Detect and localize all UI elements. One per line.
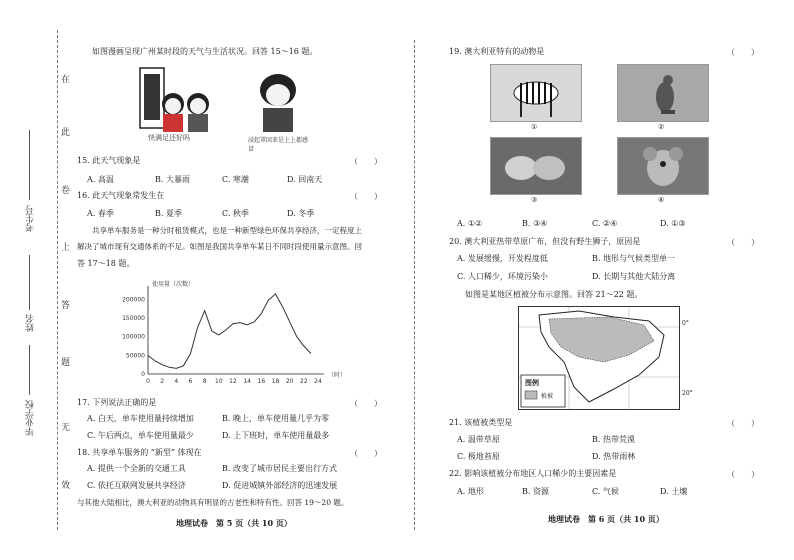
x-tick-label: 20	[285, 378, 294, 385]
q17-option-d: D. 上下班时，单车使用量最多	[222, 431, 330, 440]
q17-stem: 17. 下列说法正确的是	[77, 398, 157, 407]
field-line	[29, 345, 30, 395]
binding-margin	[0, 0, 75, 560]
intro-19-20: 与其他大陆相比，澳大利亚的动物具有明显的古老性和特有性。回答 19～20 题。	[77, 498, 349, 507]
map-lat-bottom: 20°	[682, 390, 693, 397]
cartoon-caption-1: 快满足还好吗	[148, 134, 190, 142]
binding-dash-line	[57, 30, 58, 530]
q15-option-b: B. 大暴雨	[155, 175, 190, 184]
x-axis-label: （时）	[328, 372, 347, 379]
seal-char: 此	[61, 128, 71, 138]
x-tick-label: 6	[188, 378, 193, 385]
q20-option-b: B. 地形与气候类型单一	[592, 254, 675, 263]
q18-option-c: C. 依托互联网发展共享经济	[87, 481, 186, 490]
q18-option-d: D. 促进城镇外部经济的迅速发展	[222, 481, 338, 490]
q20-stem: 20. 澳大利亚热带草原广布，但没有野生狮子，原因是	[449, 237, 641, 246]
cartoon-image-1	[138, 66, 220, 142]
x-tick-label: 16	[257, 378, 266, 385]
x-tick-label: 18	[271, 378, 280, 385]
seal-char: 在	[61, 75, 71, 85]
field-line	[29, 255, 30, 310]
q16-option-c: C. 秋季	[222, 209, 249, 218]
photo-label-1: ①	[531, 123, 538, 131]
answer-paren: （ ）	[727, 48, 759, 57]
q21-option-c: C. 极地苔原	[457, 452, 500, 461]
y-axis-label: 使用量（次数）	[152, 281, 195, 288]
q18-option-a: A. 提供一个全新的交通工具	[87, 464, 186, 473]
q20-option-d: D. 长期与其他大陆分离	[592, 272, 676, 281]
q20-option-a: A. 发展缓慢，开发程度低	[457, 254, 548, 263]
q21-option-a: A. 温带草原	[457, 435, 500, 444]
q17-option-b: B. 晚上，单车使用量几乎为零	[222, 414, 329, 423]
cartoon-image-2	[248, 70, 309, 153]
q19-option-c: C. ②④	[592, 219, 618, 228]
seal-char: 卷	[61, 186, 71, 196]
q18-option-b: B. 改变了城市居民主要出行方式	[222, 464, 337, 473]
intro-17-18-line2: 解决了城市现有交通体系的不足。如图是我国共享单车某日不同时段使用量示意图。回	[77, 242, 362, 251]
seal-char: 无	[61, 423, 71, 433]
photo-label-2: ②	[658, 123, 665, 131]
answer-paren: （ ）	[350, 192, 382, 201]
intro-17-18-line1: 共享单车服务是一种分时租赁模式，也是一种新型绿色环保共享经济，一定程度上	[92, 226, 362, 235]
q17-option-a: A. 白天，单车使用量持续增加	[87, 414, 194, 423]
seal-char: 答	[61, 301, 71, 311]
map-legend-item: 植被	[541, 393, 554, 400]
y-tick-label: 0	[141, 371, 145, 378]
x-tick-label: 12	[229, 378, 237, 385]
q18-stem: 18. 共享单车服务的 “新型” 体现在	[77, 448, 202, 457]
q21-option-d: D. 热带雨林	[592, 452, 636, 461]
photo-label-4: ④	[658, 196, 665, 204]
map-legend-title: 图例	[525, 378, 539, 387]
q19-stem: 19. 澳大利亚特有的动物是	[449, 47, 545, 56]
field-line	[29, 130, 30, 200]
field-label-exam-number: 考生号	[26, 205, 36, 232]
seal-char: 上	[61, 243, 71, 253]
q16-option-a: A. 春季	[87, 209, 114, 218]
bike-usage-chart	[104, 276, 347, 392]
x-tick-label: 0	[146, 378, 150, 385]
q22-stem: 22. 影响该植被分布地区人口稀少的主要因素是	[449, 469, 617, 478]
x-tick-label: 24	[314, 378, 322, 385]
y-tick-label: 50000	[125, 352, 145, 360]
field-label-school: 毕业学校	[26, 400, 36, 436]
photo-kangaroo	[617, 64, 709, 122]
answer-paren: （ ）	[350, 449, 382, 458]
y-tick-label: 100000	[122, 333, 145, 341]
q16-stem: 16. 此天气现象常发生在	[77, 191, 165, 200]
q19-option-a: A. ①②	[457, 219, 483, 228]
q17-option-c: C. 午后两点，单车使用量最少	[87, 431, 194, 440]
q15-option-d: D. 回南天	[287, 175, 323, 184]
q22-option-a: A. 地形	[457, 487, 484, 496]
q15-option-c: C. 寒潮	[222, 175, 249, 184]
x-tick-label: 22	[300, 378, 308, 385]
intro-15-16: 如图漫画呈现广州某时段的天气与生活状况。回答 15～16 题。	[92, 47, 318, 56]
q19-option-b: B. ③④	[522, 219, 548, 228]
page-footer-right: 地理试卷 第 6 页（共 10 页）	[548, 514, 664, 524]
photo-label-3: ③	[531, 196, 538, 204]
photo-sheep	[490, 137, 582, 195]
photo-koala	[617, 137, 709, 195]
q21-stem: 21. 该植被类型是	[449, 418, 513, 427]
x-tick-label: 2	[160, 378, 165, 385]
q16-option-b: B. 夏季	[155, 209, 182, 218]
q15-stem: 15. 此天气现象是	[77, 156, 141, 165]
answer-paren: （ ）	[350, 399, 382, 408]
answer-paren: （ ）	[727, 419, 759, 428]
photo-zebra	[490, 64, 582, 122]
field-label-name: 姓名	[26, 314, 36, 332]
q22-option-c: C. 气候	[592, 487, 619, 496]
page-divider	[414, 40, 415, 530]
intro-17-18-line3: 答 17～18 题。	[77, 259, 135, 268]
x-tick-label: 4	[174, 378, 179, 385]
q15-option-a: A. 高温	[87, 175, 114, 184]
q22-option-d: D. 土壤	[660, 487, 688, 496]
intro-21-22: 如图是某地区植被分布示意图。回答 21～22 题。	[465, 290, 643, 299]
seal-char: 效	[61, 481, 71, 491]
x-tick-label: 10	[215, 378, 223, 385]
q20-option-c: C. 人口稀少，环境污染小	[457, 272, 548, 281]
y-tick-label: 150000	[122, 315, 145, 323]
x-tick-label: 8	[202, 378, 207, 385]
q21-option-b: B. 热带荒漠	[592, 435, 635, 444]
q22-option-b: B. 资源	[522, 487, 549, 496]
answer-paren: （ ）	[727, 238, 759, 247]
q16-option-d: D. 冬季	[287, 209, 315, 218]
answer-paren: （ ）	[350, 157, 382, 166]
q19-option-d: D. ①③	[660, 219, 686, 228]
map-lat-top: 0°	[682, 320, 689, 327]
usage-line	[148, 294, 311, 369]
vegetation-map	[518, 306, 680, 410]
y-tick-label: 200000	[122, 296, 145, 304]
cartoon-caption-2: 浸起罩回来是上上都感冒	[248, 137, 309, 153]
page-footer-left: 地理试卷 第 5 页（共 10 页）	[176, 518, 292, 528]
answer-paren: （ ）	[727, 470, 759, 479]
x-tick-label: 14	[243, 378, 251, 385]
seal-char: 题	[61, 358, 71, 368]
